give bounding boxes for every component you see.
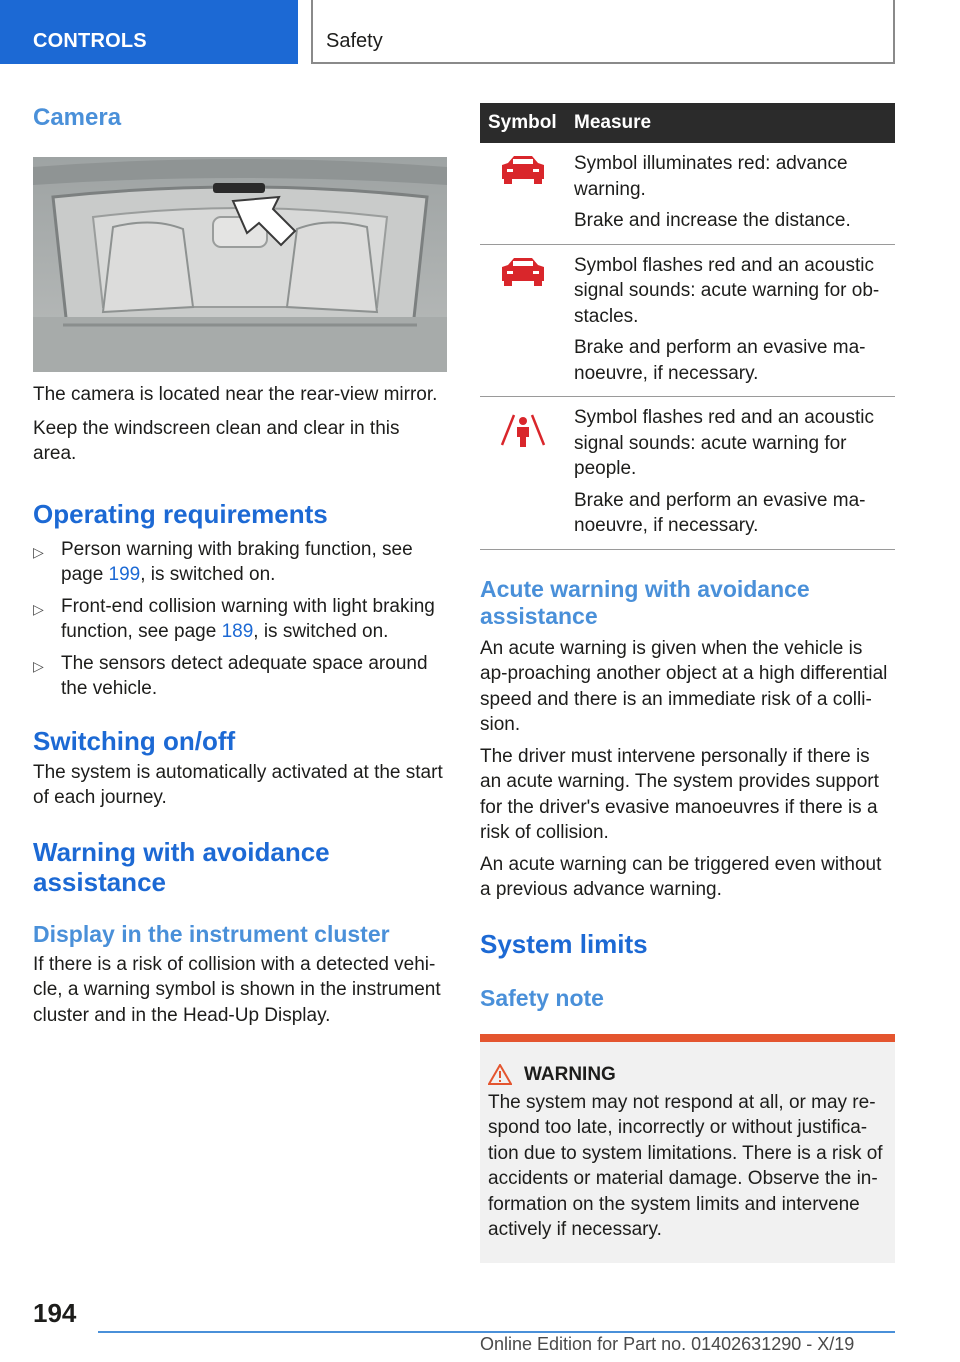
- col-header-symbol: Symbol: [480, 103, 566, 143]
- table-row: Symbol flashes red and an acoustic signal sounds: acute warning for ob-stacles. Brake and perform an evasive ma-noeuvre, if necessary.: [480, 244, 895, 397]
- safety-note-heading: Safety note: [480, 984, 604, 1011]
- col-header-measure: Measure: [566, 103, 895, 143]
- pedestrian-red-icon: [498, 407, 548, 451]
- list-item: ▷ The sensors detect adequate space around the vehicle.: [33, 652, 428, 699]
- table-row: Symbol flashes red and an acoustic signal sounds: acute warning for people. Brake and perform an evasive ma-noeuvre, if necessary.: [480, 397, 895, 550]
- section-title: Safety: [326, 30, 383, 52]
- left-column: [33, 100, 447, 1028]
- warning-bar: [480, 1034, 895, 1042]
- page-number: 194: [33, 1298, 77, 1328]
- symbol-table: [480, 103, 895, 550]
- list-item: ▷ Person warning with braking function, see page 199, is switched on.: [33, 538, 413, 585]
- right-column: [480, 103, 895, 1263]
- list-item: ▷ Front-end collision warning with light braking function, see page 189, is switched on.: [33, 595, 435, 642]
- footer-edition: Online Edition for Part no. 01402631290 - X/19: [480, 1334, 855, 1354]
- warning-title: WARNING: [524, 1063, 616, 1085]
- table-row: Symbol illuminates red: advance warning. Brake and increase the distance.: [480, 143, 895, 244]
- warning-box: [480, 1034, 895, 1263]
- acute-heading: Acute warning with avoidance assistance: [480, 575, 810, 629]
- requirements-list: [33, 537, 447, 702]
- display-heading: Display in the instrument cluster: [33, 920, 390, 947]
- car-red-icon: [498, 255, 548, 291]
- switching-heading: Switching on/off: [33, 725, 236, 756]
- footer-divider: [98, 1331, 895, 1333]
- acute-text-3: An acute warning can be triggered even without a previous advance warning.: [480, 853, 882, 900]
- chapter-title: CONTROLS: [33, 30, 147, 52]
- triangle-bullet-icon: ▷: [33, 543, 44, 560]
- page-link-199[interactable]: 199: [108, 564, 141, 585]
- acute-text-2: The driver must intervene personally if there is an acute warning. The system provides support for the driver's evasive manoeuvres if there is a risk of collision.: [480, 745, 879, 843]
- page-link-189[interactable]: 189: [221, 621, 254, 642]
- operating-heading: Operating requirements: [33, 498, 328, 529]
- triangle-bullet-icon: ▷: [33, 657, 44, 674]
- display-text: If there is a risk of collision with a detected vehi-cle, a warning symbol is shown in the instrument cluster and in the Head-Up Display.: [33, 953, 441, 1026]
- warning-text: The system may not respond at all, or may re-spond too late, incorrectly or without justifica-tion due to system limitations. There is a risk of accidents or material damage. Observe the in-formation on the system limits and intervene actively if necessary.: [488, 1091, 883, 1240]
- camera-location-text: The camera is located near the rear-view mirror.: [33, 384, 438, 405]
- switching-text: The system is automatically activated at the start of each journey.: [33, 761, 443, 808]
- car-interior-image: [33, 157, 447, 372]
- chapter-tab: [0, 0, 298, 64]
- camera-heading: Camera: [33, 104, 122, 131]
- car-red-icon: [498, 153, 548, 189]
- section-tab: [311, 0, 895, 64]
- warning-triangle-icon: [488, 1064, 512, 1085]
- warning-avoidance-heading: Warning with avoidance assistance: [33, 836, 330, 897]
- camera-illustration: [33, 157, 447, 372]
- acute-text-1: An acute warning is given when the vehicle is ap-proaching another object at a high differential speed and there is an immediate risk of a colli-sion.: [480, 637, 888, 735]
- system-limits-heading: System limits: [480, 928, 648, 959]
- camera-clean-text: Keep the windscreen clean and clear in this area.: [33, 417, 400, 464]
- triangle-bullet-icon: ▷: [33, 600, 44, 617]
